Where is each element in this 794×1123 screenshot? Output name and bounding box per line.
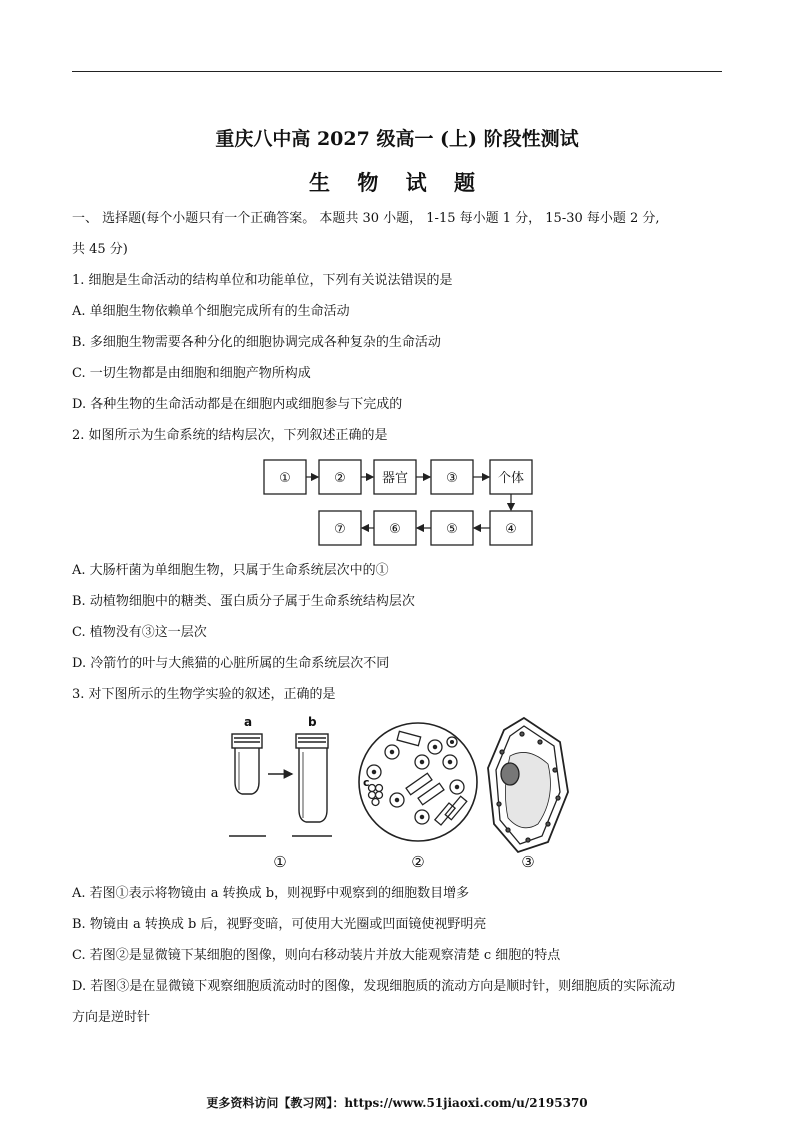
label-c: c	[363, 776, 370, 789]
question-1-option-d: D. 各种生物的生命活动都是在细胞内或细胞参与下完成的	[72, 397, 403, 412]
objective-lens-figure	[229, 715, 332, 836]
nucleus	[501, 763, 519, 785]
header-rule	[72, 71, 722, 72]
level-label-4: ④	[505, 522, 517, 537]
question-2-option-c: C. 植物没有③这一层次	[72, 625, 207, 640]
level-label-5: ⑤	[446, 522, 458, 537]
question-3-option-c: C. 若图②是显微镜下某细胞的图像，则向右移动装片并放大能观察清楚 c 细胞的特点	[72, 948, 561, 963]
level-label-7: ⑦	[334, 522, 346, 537]
question-1-stem: 1. 细胞是生命活动的结构单位和功能单位，下列有关说法错误的是	[72, 273, 453, 288]
label-b: b	[308, 715, 317, 729]
lens-a-cap	[232, 734, 262, 748]
level-label-6: ⑥	[389, 522, 401, 537]
question-3-option-b: B. 物镜由 a 转换成 b 后，视野变暗，可使用大光圈或凹面镜使视野明亮	[72, 917, 487, 932]
section-intro-cont: 共 45 分)	[72, 242, 128, 257]
section-intro: 一、 选择题(每个小题只有一个正确答案。 本题共 30 小题， 1-15 每小题 1 分， 15-30 每小题 2 分,	[72, 211, 660, 226]
page-subtitle: 生 物 试 题	[309, 170, 485, 195]
label-a: a	[244, 715, 253, 729]
level-label-3: ③	[446, 471, 458, 486]
cell-c-cluster	[369, 785, 383, 806]
question-1-option-c: C. 一切生物都是由细胞和细胞产物所构成	[72, 366, 311, 381]
level-label-organ: 器官	[381, 471, 409, 486]
question-3-option-d: D. 若图③是在显微镜下观察细胞质流动时的图像，发现细胞质的流动方向是顺时针，则细胞质的实际流动	[72, 979, 676, 994]
lens-b-cap	[296, 734, 328, 748]
question-2-stem: 2. 如图所示为生命系统的结构层次，下列叙述正确的是	[72, 428, 388, 443]
question-1-option-b: B. 多细胞生物需要各种分化的细胞协调完成各种复杂的生命活动	[72, 335, 441, 350]
plant-cell-figure	[488, 718, 568, 852]
question-2-option-d: D. 冷箭竹的叶与大熊猫的心脏所属的生命系统层次不同	[72, 656, 390, 671]
level-label-1: ①	[279, 471, 291, 486]
question-2-option-b: B. 动植物细胞中的糖类、蛋白质分子属于生命系统结构层次	[72, 594, 415, 609]
question-3-option-a: A. 若图①表示将物镜由 a 转换成 b，则视野中观察到的细胞数目增多	[72, 886, 470, 901]
field-of-view-figure	[359, 723, 477, 841]
level-label-2: ②	[334, 471, 346, 486]
question-3-stem: 3. 对下图所示的生物学实验的叙述，正确的是	[72, 687, 336, 702]
question-2-option-a: A. 大肠杆菌为单细胞生物，只属于生命系统层次中的①	[72, 563, 389, 578]
footer-link[interactable]: 更多资料访问【教习网】：https://www.51jiaoxi.com/u/2195370	[206, 1096, 588, 1110]
caption-2: ②	[411, 853, 425, 871]
microscope-figure	[222, 712, 578, 874]
question-1-option-a: A. 单细胞生物依赖单个细胞完成所有的生命活动	[72, 304, 350, 319]
caption-3: ③	[521, 853, 535, 871]
page-title: 重庆八中高 2027 级高一 (上) 阶段性测试	[215, 128, 579, 150]
question-3-option-d-cont: 方向是逆时针	[72, 1010, 151, 1025]
caption-1: ①	[273, 853, 287, 871]
life-system-hierarchy-diagram	[258, 454, 538, 550]
level-label-individual: 个体	[497, 471, 525, 486]
